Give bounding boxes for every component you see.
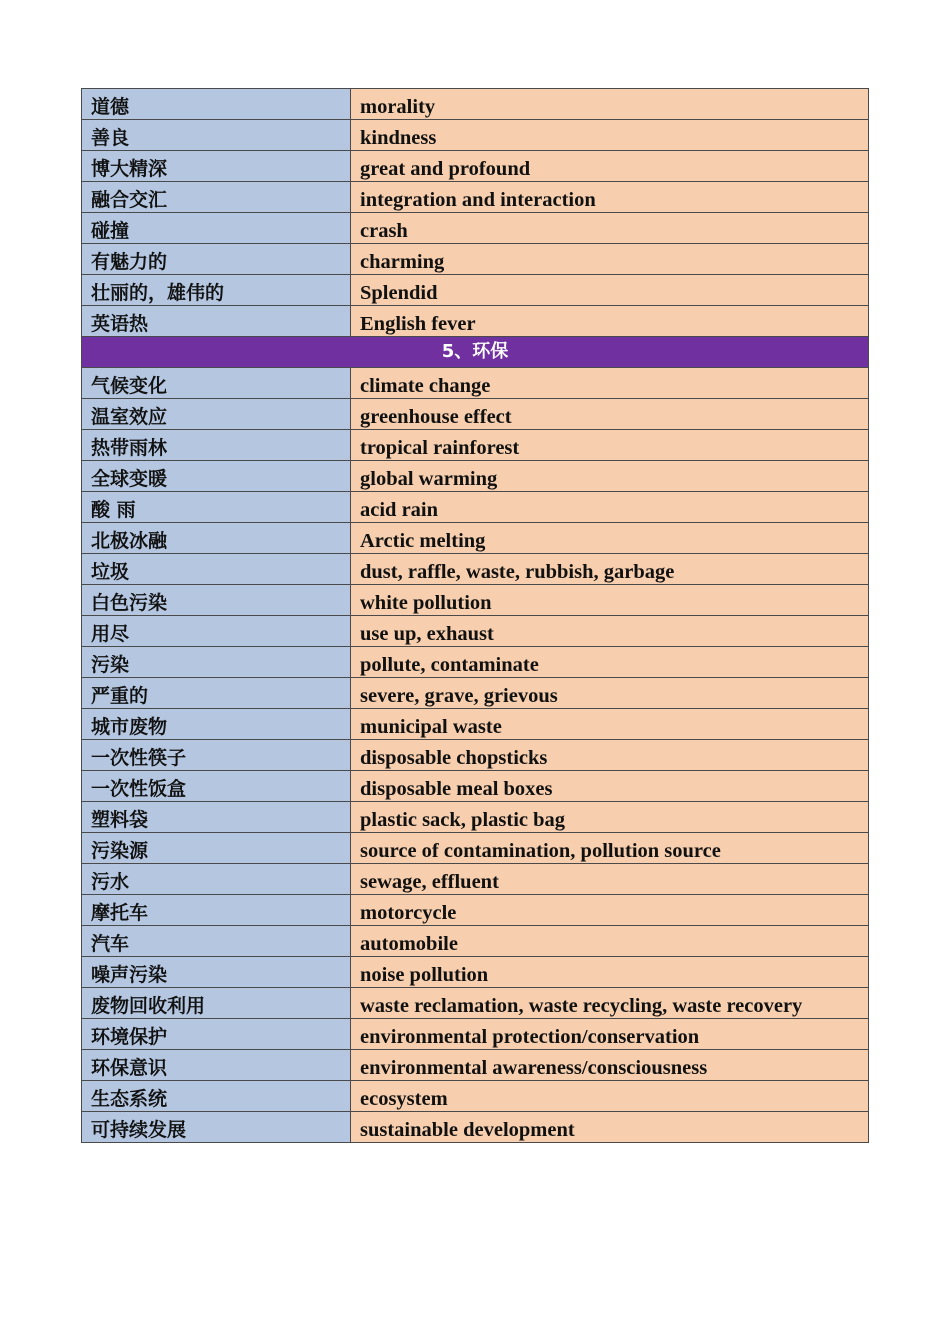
vocab-section-header: [82, 337, 869, 368]
chinese-term: 酸 雨: [82, 492, 351, 523]
chinese-term: 废物回收利用: [82, 988, 351, 1019]
table-row: [82, 213, 869, 244]
table-row: [82, 554, 869, 585]
table-row: [82, 430, 869, 461]
english-translation: automobile: [351, 926, 869, 957]
vocabulary-table: [81, 88, 869, 1143]
table-row: [82, 120, 869, 151]
english-translation: greenhouse effect: [351, 399, 869, 430]
table-row: [82, 461, 869, 492]
chinese-term: 垃圾: [82, 554, 351, 585]
chinese-term: 严重的: [82, 678, 351, 709]
chinese-term: 污染源: [82, 833, 351, 864]
english-translation: ecosystem: [351, 1081, 869, 1112]
english-translation: morality: [351, 89, 869, 120]
chinese-term: 污染: [82, 647, 351, 678]
english-translation: climate change: [351, 368, 869, 399]
chinese-term: 热带雨林: [82, 430, 351, 461]
table-row: [82, 492, 869, 523]
english-translation: environmental protection/conservation: [351, 1019, 869, 1050]
english-translation: use up, exhaust: [351, 616, 869, 647]
chinese-term: 博大精深: [82, 151, 351, 182]
table-row: [82, 1081, 869, 1112]
table-row: [82, 647, 869, 678]
english-translation: dust, raffle, waste, rubbish, garbage: [351, 554, 869, 585]
english-translation: kindness: [351, 120, 869, 151]
table-row: [82, 802, 869, 833]
chinese-term: 汽车: [82, 926, 351, 957]
english-translation: acid rain: [351, 492, 869, 523]
chinese-term: 碰撞: [82, 213, 351, 244]
chinese-term: 用尽: [82, 616, 351, 647]
english-translation: white pollution: [351, 585, 869, 616]
table-row: [82, 1050, 869, 1081]
table-row: [82, 275, 869, 306]
table-row: [82, 244, 869, 275]
chinese-term: 一次性筷子: [82, 740, 351, 771]
table-row: [82, 182, 869, 213]
chinese-term: 气候变化: [82, 368, 351, 399]
table-row: [82, 616, 869, 647]
table-row: [82, 771, 869, 802]
table-row: [82, 678, 869, 709]
table-row: [82, 1019, 869, 1050]
english-translation: noise pollution: [351, 957, 869, 988]
chinese-term: 塑料袋: [82, 802, 351, 833]
chinese-term: 白色污染: [82, 585, 351, 616]
chinese-term: 生态系统: [82, 1081, 351, 1112]
chinese-term: 可持续发展: [82, 1112, 351, 1143]
english-translation: severe, grave, grievous: [351, 678, 869, 709]
chinese-term: 城市废物: [82, 709, 351, 740]
table-row: [82, 151, 869, 182]
section-title: 5、环保: [82, 337, 869, 368]
table-row: [82, 399, 869, 430]
english-translation: crash: [351, 213, 869, 244]
chinese-term: 环境保护: [82, 1019, 351, 1050]
chinese-term: 一次性饭盒: [82, 771, 351, 802]
table-row: [82, 1112, 869, 1143]
vocab-group-culture: [82, 89, 869, 337]
chinese-term: 道德: [82, 89, 351, 120]
english-translation: English fever: [351, 306, 869, 337]
chinese-term: 污水: [82, 864, 351, 895]
section-row: [82, 337, 869, 368]
table-row: [82, 864, 869, 895]
english-translation: waste reclamation, waste recycling, waste recovery: [351, 988, 869, 1019]
english-translation: tropical rainforest: [351, 430, 869, 461]
chinese-term: 有魅力的: [82, 244, 351, 275]
english-translation: integration and interaction: [351, 182, 869, 213]
english-translation: charming: [351, 244, 869, 275]
english-translation: municipal waste: [351, 709, 869, 740]
table-row: [82, 306, 869, 337]
chinese-term: 摩托车: [82, 895, 351, 926]
english-translation: Splendid: [351, 275, 869, 306]
english-translation: disposable chopsticks: [351, 740, 869, 771]
chinese-term: 英语热: [82, 306, 351, 337]
vocab-group-environment: [82, 368, 869, 1143]
table-row: [82, 89, 869, 120]
english-translation: source of contamination, pollution source: [351, 833, 869, 864]
table-row: [82, 988, 869, 1019]
english-translation: Arctic melting: [351, 523, 869, 554]
table-row: [82, 926, 869, 957]
english-translation: disposable meal boxes: [351, 771, 869, 802]
english-translation: great and profound: [351, 151, 869, 182]
table-row: [82, 523, 869, 554]
chinese-term: 壮丽的，雄伟的: [82, 275, 351, 306]
chinese-term: 全球变暖: [82, 461, 351, 492]
table-row: [82, 833, 869, 864]
table-row: [82, 895, 869, 926]
table-row: [82, 957, 869, 988]
table-row: [82, 585, 869, 616]
table-row: [82, 740, 869, 771]
english-translation: sewage, effluent: [351, 864, 869, 895]
english-translation: global warming: [351, 461, 869, 492]
english-translation: motorcycle: [351, 895, 869, 926]
chinese-term: 温室效应: [82, 399, 351, 430]
chinese-term: 北极冰融: [82, 523, 351, 554]
table-row: [82, 368, 869, 399]
chinese-term: 融合交汇: [82, 182, 351, 213]
chinese-term: 善良: [82, 120, 351, 151]
chinese-term: 环保意识: [82, 1050, 351, 1081]
english-translation: pollute, contaminate: [351, 647, 869, 678]
english-translation: environmental awareness/consciousness: [351, 1050, 869, 1081]
english-translation: plastic sack, plastic bag: [351, 802, 869, 833]
table-row: [82, 709, 869, 740]
chinese-term: 噪声污染: [82, 957, 351, 988]
english-translation: sustainable development: [351, 1112, 869, 1143]
